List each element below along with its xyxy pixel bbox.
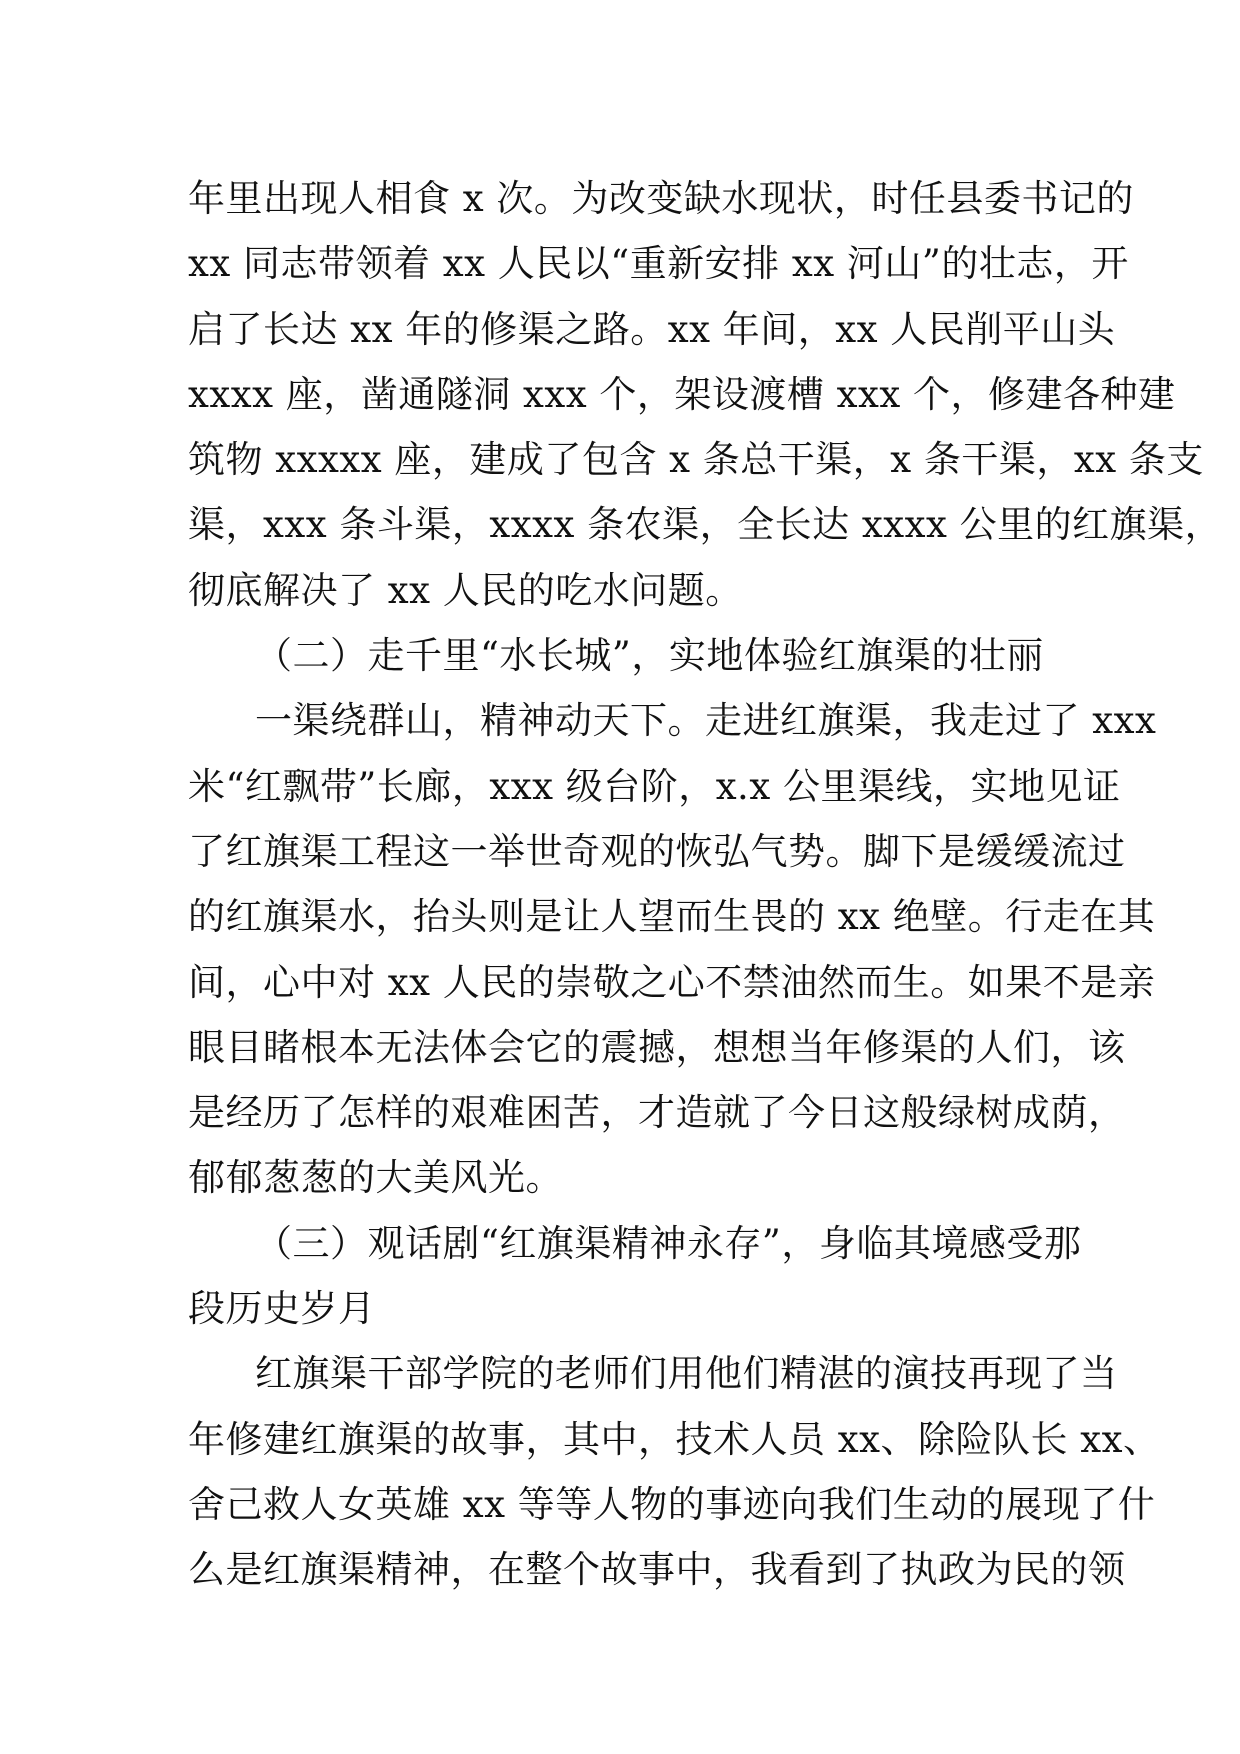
text-line: 么是红旗渠精神，在整个故事中，我看到了执政为民的领 xyxy=(188,1548,1126,1592)
body-text xyxy=(188,166,1223,1603)
text-line: 彻底解决了 xx 人民的吃水问题。 xyxy=(188,568,743,612)
text-line: 米“红飘带”长廊，xxx 级台阶，x.x 公里渠线，实地见证 xyxy=(188,764,1121,808)
text-line: 舍己救人女英雄 xx 等等人物的事迹向我们生动的展现了什 xyxy=(188,1482,1156,1526)
text-line: xxxx 座，凿通隧洞 xxx 个，架设渡槽 xxx 个，修建各种建 xyxy=(188,372,1176,416)
text-line: 筑物 xxxxx 座，建成了包含 x 条总干渠，x 条干渠，xx 条支 xyxy=(188,438,1204,482)
text-line: 启了长达 xx 年的修渠之路。xx 年间，xx 人民削平山头 xyxy=(188,307,1116,351)
text-line: 渠，xxx 条斗渠，xxxx 条农渠，全长达 xxxx 公里的红旗渠， xyxy=(188,503,1223,547)
text-line: 年修建红旗渠的故事，其中，技术人员 xx、除险队长 xx、 xyxy=(188,1417,1161,1461)
text-line: xx 同志带领着 xx 人民以“重新安排 xx 河山”的壮志，开 xyxy=(188,242,1129,286)
text-line: 一渠绕群山，精神动天下。走进红旗渠，我走过了 xxx xyxy=(255,699,1157,743)
section-heading: （二）走千里“水长城”，实地体验红旗渠的壮丽 xyxy=(255,634,1044,678)
section-heading-continuation: 段历史岁月 xyxy=(188,1287,376,1331)
text-line: 郁郁葱葱的大美风光。 xyxy=(188,1156,563,1200)
text-line: 年里出现人相食 x 次。为改变缺水现状，时任县委书记的 xyxy=(188,177,1134,220)
text-line: 红旗渠干部学院的老师们用他们精湛的演技再现了当 xyxy=(255,1352,1118,1396)
text-line: 了红旗渠工程这一举世奇观的恢弘气势。脚下是缓缓流过 xyxy=(188,829,1126,873)
text-line: 眼目睹根本无法体会它的震撼，想想当年修渠的人们，该 xyxy=(188,1025,1126,1069)
section-heading: （三）观话剧“红旗渠精神永存”，身临其境感受那 xyxy=(255,1221,1082,1265)
text-line: 的红旗渠水，抬头则是让人望而生畏的 xx 绝壁。行走在其 xyxy=(188,895,1156,939)
text-line: 间，心中对 xx 人民的崇敬之心不禁油然而生。如果不是亲 xyxy=(188,960,1156,1004)
text-line: 是经历了怎样的艰难困苦，才造就了今日这般绿树成荫， xyxy=(188,1091,1126,1135)
